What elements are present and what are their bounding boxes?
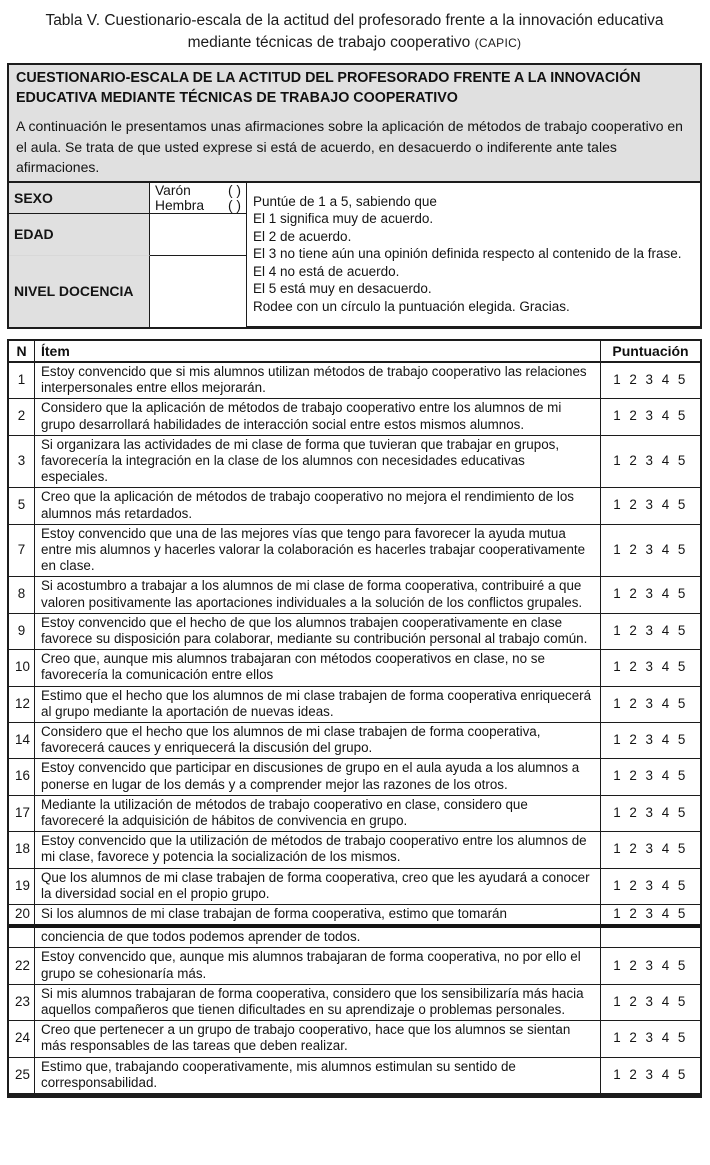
sex-option-varon — [155, 183, 241, 198]
sex-option-hembra-checkbox[interactable]: ( ) — [227, 197, 241, 213]
item-text-cell: Estoy convencido que el hecho de que los alumnos trabajen cooperativamente en clase favorece su disposición para colaborar, mediante su contribución personal al trabajo común. — [35, 614, 601, 650]
item-row — [9, 399, 700, 435]
item-number-cell: 18 — [9, 832, 35, 868]
column-header-score: Puntuación — [601, 341, 700, 363]
item-score-cell[interactable]: 1 2 3 4 5 — [601, 687, 700, 723]
item-row — [9, 525, 700, 578]
item-score-cell[interactable]: 1 2 3 4 5 — [601, 985, 700, 1021]
item-text-cell: Creo que, aunque mis alumnos trabajaran con métodos cooperativos en clase, no se favorecería la comunicación entre ellos — [35, 650, 601, 686]
item-score-cell[interactable]: 1 2 3 4 5 — [601, 723, 700, 759]
item-score-cell[interactable]: 1 2 3 4 5 — [601, 796, 700, 832]
item-number-cell: 23 — [9, 985, 35, 1021]
questionnaire-intro-box — [7, 63, 702, 181]
item-number-cell: 12 — [9, 687, 35, 723]
item-number-cell: 5 — [9, 488, 35, 524]
item-text-cell: Si organizara las actividades de mi clase de forma que tuvieran que trabajar en grupos, favorecería la integración en la clase de los alumnos con necesidades educativas especiales. — [35, 436, 601, 489]
items-table-header — [9, 341, 700, 363]
sex-option-hembra — [155, 198, 241, 213]
item-row — [9, 1021, 700, 1057]
item-score-cell[interactable]: 1 2 3 4 5 — [613, 1066, 688, 1082]
item-score-cell — [601, 928, 700, 948]
item-number-cell: 7 — [9, 525, 35, 578]
item-number-cell: 9 — [9, 614, 35, 650]
item-number-cell: 24 — [9, 1021, 35, 1057]
item-row — [9, 905, 700, 928]
item-score-cell[interactable]: 1 2 3 4 5 — [601, 525, 700, 578]
item-text-cell: Creo que pertenecer a un grupo de trabajo cooperativo, hace que los alumnos se sientan más responsables de las tareas que deben realizar. — [35, 1021, 601, 1057]
item-number-cell: 22 — [9, 948, 35, 984]
item-number-cell: 25 — [9, 1058, 35, 1093]
item-number-cell: 3 — [9, 436, 35, 489]
item-row — [9, 723, 700, 759]
scoring-line: El 2 de acuerdo. — [253, 228, 352, 244]
scoring-line: Rodee con un círculo la puntuación elegida. Gracias. — [253, 298, 570, 314]
item-text-cell: Estoy convencido que una de las mejores vías que tengo para favorecer la ayuda mutua entre mis alumnos y hacerles valorar la colaboración es hacerles trabajar cooperativamente en clase. — [35, 525, 601, 578]
sex-option-varon-checkbox[interactable]: ( ) — [227, 182, 241, 198]
item-row — [9, 869, 700, 905]
item-row — [9, 687, 700, 723]
item-score-cell[interactable]: 1 2 3 4 5 — [601, 363, 700, 399]
item-row — [9, 832, 700, 868]
item-row — [9, 488, 700, 524]
item-number-cell: 8 — [9, 577, 35, 613]
item-score-cell[interactable]: 1 2 3 4 5 — [601, 488, 700, 524]
capic-acronym: (CAPIC) — [474, 36, 522, 50]
sex-option-hembra-label: Hembra — [155, 197, 205, 213]
item-text-cell: Estimo que, trabajando cooperativamente, mis alumnos estimulan su sentido de corresponsabilidad. — [35, 1058, 601, 1093]
age-input-cell[interactable] — [150, 214, 247, 256]
items-table-body — [9, 363, 700, 1093]
scoring-line: El 4 no está de acuerdo. — [253, 263, 400, 279]
item-text-cell: Considero que el hecho que los alumnos de mi clase trabajen de forma cooperativa, favorecerá cauces y enriquecerá la discusión del grupo. — [35, 723, 601, 759]
teaching-level-input-cell[interactable] — [150, 256, 247, 327]
item-score-cell[interactable]: 1 2 3 4 5 — [601, 436, 700, 489]
item-number-cell: 14 — [9, 723, 35, 759]
item-number-cell — [9, 928, 35, 948]
item-score-cell[interactable]: 1 2 3 4 5 — [601, 614, 700, 650]
item-score-cell[interactable]: 1 2 3 4 5 — [601, 869, 700, 905]
item-text-cell: Si mis alumnos trabajaran de forma cooperativa, considero que los sensibilizaría más hacia aquellos compañeros que tienen dificultades en su aprendizaje o problemas personales. — [35, 985, 601, 1021]
item-text-cell: Si acostumbro a trabajar a los alumnos de mi clase de forma cooperativa, contribuiré a que valoren positivamente las aportaciones individuales a la solución de los conflictos grupales. — [35, 577, 601, 613]
item-number-cell: 16 — [9, 759, 35, 795]
item-row — [9, 436, 700, 489]
item-number-cell: 10 — [9, 650, 35, 686]
scoring-line: El 5 está muy en desacuerdo. — [253, 281, 432, 297]
item-row — [9, 614, 700, 650]
column-header-n: N — [9, 341, 35, 363]
item-row — [9, 948, 700, 984]
item-number-cell: 1 — [9, 363, 35, 399]
document-title-line2: mediante técnicas de trabajo cooperativo (CAPIC) — [187, 34, 522, 51]
item-text-cell: Que los alumnos de mi clase trabajen de forma cooperativa, creo que les ayudará a conocer la diversidad social en el propio grupo. — [35, 869, 601, 905]
demographics-table — [7, 181, 702, 329]
questionnaire-instructions: A continuación le presentamos unas afirmaciones sobre la aplicación de métodos de trabajo cooperativo en el aula. Se trata de que usted exprese si está de acuerdo, en desacuerdo o indiferente ante tales afirmaciones. — [16, 118, 683, 175]
questionnaire-heading: CUESTIONARIO-ESCALA DE LA ACTITUD DEL PROFESORADO FRENTE A LA INNOVACIÓN EDUCATIVA MEDIANTE TÉCNICAS DE TRABAJO COOPERATIVO — [16, 70, 641, 106]
item-number-cell: 17 — [9, 796, 35, 832]
sex-row — [9, 183, 700, 214]
item-row — [9, 577, 700, 613]
scoring-line: Puntúe de 1 a 5, sabiendo que — [253, 193, 437, 209]
item-score-cell[interactable]: 1 2 3 4 5 — [601, 577, 700, 613]
item-score-cell[interactable]: 1 2 3 4 5 — [601, 948, 700, 984]
item-row — [9, 759, 700, 795]
item-text-cell: Estoy convencido que si mis alumnos utilizan métodos de trabajo cooperativo las relaciones interpersonales entre ellos mejorarán. — [35, 363, 601, 399]
scoring-line: El 3 no tiene aún una opinión definida respecto al contenido de la frase. — [253, 246, 682, 262]
sex-label: SEXO — [9, 183, 150, 214]
item-score-cell[interactable]: 1 2 3 4 5 — [601, 832, 700, 868]
item-row — [9, 363, 700, 399]
scoring-instructions — [247, 183, 700, 327]
column-header-item: Ítem — [35, 341, 601, 363]
item-text-cell: Estoy convencido que, aunque mis alumnos trabajaran de forma cooperativa, no por ello el grupo se cohesionaría más. — [35, 948, 601, 984]
document-title — [7, 10, 702, 54]
item-text-cell: Estoy convencido que participar en discusiones de grupo en el aula ayuda a los alumnos a ponerse en lugar de los demás y a comprender mejor las razones de los otros. — [35, 759, 601, 795]
item-score-cell[interactable]: 1 2 3 4 5 — [601, 1021, 700, 1057]
item-row — [9, 650, 700, 686]
item-number-cell: 19 — [9, 869, 35, 905]
age-label: EDAD — [9, 214, 150, 256]
item-score-cell[interactable]: 1 2 3 4 5 — [601, 905, 700, 928]
item-text-cell: Si los alumnos de mi clase trabajan de forma cooperativa, estimo que tomarán — [35, 905, 601, 928]
document-title-line1: Tabla V. Cuestionario-escala de la actitud del profesorado frente a la innovación educativa — [45, 12, 664, 29]
item-score-cell[interactable]: 1 2 3 4 5 — [601, 650, 700, 686]
sex-option-varon-label: Varón — [155, 182, 191, 198]
teaching-level-label: NIVEL DOCENCIA — [9, 256, 150, 327]
item-text-cell: Estimo que el hecho que los alumnos de mi clase trabajen de forma cooperativa enriquecerá al grupo mediante la aportación de nuevas ideas. — [35, 687, 601, 723]
item-text-cell: conciencia de que todos podemos aprender de todos. — [35, 928, 601, 948]
item-score-cell[interactable]: 1 2 3 4 5 — [601, 399, 700, 435]
item-row — [9, 985, 700, 1021]
item-row — [9, 928, 700, 948]
item-row — [9, 1058, 700, 1093]
item-score-cell[interactable]: 1 2 3 4 5 — [601, 759, 700, 795]
section-gap — [7, 329, 702, 339]
item-text-cell: Considero que la aplicación de métodos de trabajo cooperativo entre los alumnos de mi grupo desarrollará habilidades de interacción social entre estos mismos alumnos. — [35, 399, 601, 435]
item-text-cell: Creo que la aplicación de métodos de trabajo cooperativo no mejora el rendimiento de los alumnos más retardados. — [35, 488, 601, 524]
item-row — [9, 796, 700, 832]
item-text-cell: Mediante la utilización de métodos de trabajo cooperativo en clase, considero que favoreceré la adquisición de hábitos de convivencia en grupo. — [35, 796, 601, 832]
scoring-line: El 1 significa muy de acuerdo. — [253, 211, 434, 227]
item-text-cell: Estoy convencido que la utilización de métodos de trabajo cooperativo entre los alumnos de mi clase, favorece y potencia la socialización de los mismos. — [35, 832, 601, 868]
item-number-cell: 20 — [9, 905, 35, 928]
item-number-cell: 2 — [9, 399, 35, 435]
sex-options-cell — [150, 183, 247, 214]
items-table — [7, 339, 702, 1098]
